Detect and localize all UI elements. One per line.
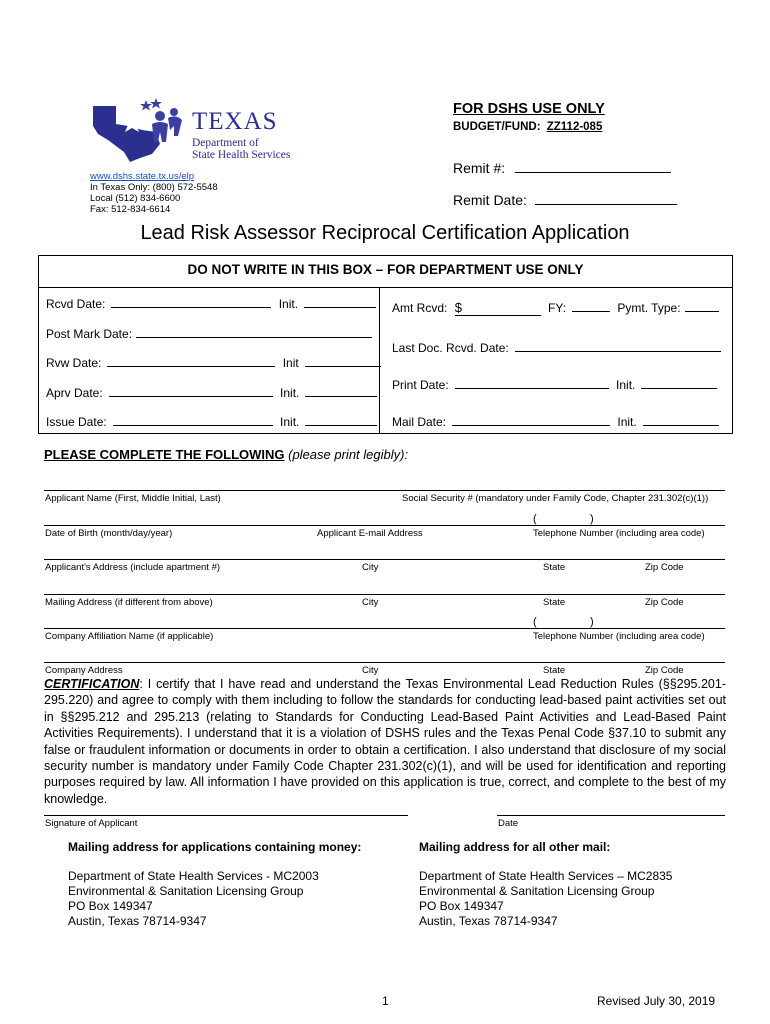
- texas-only-phone: In Texas Only: (800) 572-5548: [90, 182, 218, 193]
- dollar-sign: $: [454, 300, 462, 315]
- mailing-money-line4: Austin, Texas 78714-9347: [68, 914, 207, 928]
- last-doc-rcvd-field[interactable]: [392, 341, 721, 355]
- dshs-use-only-heading: FOR DSHS USE ONLY: [453, 101, 605, 117]
- rcvd-date-label: Rcvd Date:: [46, 297, 106, 311]
- mailing-other-block: [419, 840, 672, 929]
- ssn-label: Social Security # (mandatory under Family Code, Chapter 231.302(c)(1)): [402, 493, 709, 504]
- budget-label: BUDGET/FUND:: [453, 121, 541, 133]
- company-address-label: Company Address: [45, 665, 123, 676]
- texas-map-icon: [90, 96, 190, 164]
- mailing-money-line2: Environmental & Sanitation Licensing Group: [68, 884, 304, 898]
- zip-label-2: Zip Code: [645, 597, 684, 608]
- page-number: 1: [382, 994, 389, 1008]
- company-phone-label: Telephone Number (including area code): [533, 631, 705, 642]
- city-label-2: City: [362, 597, 379, 608]
- logo-texas: TEXAS: [192, 108, 278, 135]
- complete-heading: [44, 447, 408, 462]
- mailing-other-line1: Department of State Health Services – MC2835: [419, 869, 673, 883]
- mailing-other-line2: Environmental & Sanitation Licensing Group: [419, 884, 655, 898]
- remit-number-label: Remit #:: [453, 160, 506, 176]
- local-phone: Local (512) 834-6600: [90, 193, 181, 204]
- phone-paren-open-1: (: [533, 513, 537, 525]
- date-label: Date: [498, 818, 519, 829]
- issue-date-label: Issue Date:: [46, 415, 107, 429]
- aprv-init-label: Init.: [280, 386, 300, 400]
- applicant-name-line[interactable]: [44, 490, 725, 491]
- remit-date-field[interactable]: [453, 192, 677, 208]
- last-doc-rcvd-label: Last Doc. Rcvd. Date:: [392, 341, 509, 355]
- company-address-line[interactable]: [44, 662, 725, 663]
- state-label-1: State: [543, 562, 566, 573]
- department-box-heading: DO NOT WRITE IN THIS BOX – FOR DEPARTMENT USE ONLY: [187, 262, 584, 277]
- fy-label: FY:: [548, 301, 567, 315]
- certification-text: : I certify that I have read and understand the Texas Environmental Lead Reduction Rules (§§295.201-295.220) and agree to comply with them including to follow the standards for conducting lead-based paint activities set out in §§295.212 and 295.213 (relating to Standards for Conducting Lead-Based Paint Activities and Lead-Based Paint Activities Requirements). I understand that it is a violation of DSHS rules and the Texas Penal Code §37.10 to submit any false or fraudulent information or documents in order to obtain a certification. I also understand that disclosure of my social security number is mandatory under Family Code Chapter 231.302(c)(1), and will be used for identification and reporting purposes required by law. All information I have provided on this application is true, correct, and complete to the best of my knowledge.: [44, 677, 726, 806]
- phone-paren-open-2: (: [533, 616, 537, 628]
- mailing-address-line[interactable]: [44, 594, 725, 595]
- revised-date: Revised July 30, 2019: [597, 994, 716, 1008]
- pymt-type-label: Pymt. Type:: [617, 301, 681, 315]
- print-date-label: Print Date:: [392, 378, 449, 392]
- email-label: Applicant E-mail Address: [317, 528, 423, 539]
- phone-paren-close-1: ): [590, 513, 594, 525]
- mail-date-field[interactable]: [392, 415, 719, 429]
- mailing-other-line4: Austin, Texas 78714-9347: [419, 914, 558, 928]
- mailing-address-label: Mailing Address (if different from above): [45, 597, 213, 608]
- state-label-3: State: [543, 665, 566, 676]
- aprv-date-field[interactable]: [46, 386, 377, 400]
- certification-label: CERTIFICATION: [44, 677, 140, 691]
- page-title: Lead Risk Assessor Reciprocal Certification Application: [140, 222, 630, 244]
- remit-date-label: Remit Date:: [453, 192, 527, 208]
- zip-label-3: Zip Code: [645, 665, 684, 676]
- mail-init-label: Init.: [617, 415, 637, 429]
- date-line[interactable]: [497, 815, 725, 816]
- post-mark-date-field[interactable]: [46, 327, 372, 341]
- zip-label-1: Zip Code: [645, 562, 684, 573]
- rvw-init-label: Init: [282, 356, 299, 370]
- rvw-date-label: Rvw Date:: [46, 356, 102, 370]
- applicant-address-label: Applicant's Address (include apartment #): [45, 562, 221, 573]
- amt-rcvd-label: Amt Rcvd:: [392, 301, 448, 315]
- signature-line[interactable]: [44, 815, 408, 816]
- print-init-label: Init.: [616, 378, 636, 392]
- post-mark-date-label: Post Mark Date:: [46, 327, 133, 341]
- dob-email-phone-line[interactable]: [44, 525, 725, 526]
- dob-label: Date of Birth (month/day/year): [45, 528, 173, 539]
- rvw-date-field[interactable]: [46, 356, 381, 370]
- rcvd-date-field[interactable]: [46, 297, 376, 311]
- dshs-logo: [90, 96, 320, 164]
- complete-heading-note: (please print legibly):: [288, 447, 409, 462]
- fax-number: Fax: 512-834-6614: [90, 204, 171, 215]
- mailing-money-block: [68, 840, 361, 929]
- issue-date-field[interactable]: [46, 415, 377, 429]
- issue-init-label: Init.: [280, 415, 300, 429]
- mailing-money-line3: PO Box 149347: [68, 899, 153, 913]
- mail-date-label: Mail Date:: [392, 415, 447, 429]
- certification-paragraph: [44, 676, 726, 807]
- mailing-other-heading: Mailing address for all other mail:: [419, 840, 611, 854]
- complete-heading-label: PLEASE COMPLETE THE FOLLOWING: [44, 447, 285, 462]
- aprv-date-label: Aprv Date:: [46, 386, 103, 400]
- state-label-2: State: [543, 597, 566, 608]
- city-label-1: City: [362, 562, 379, 573]
- applicant-name-label: Applicant Name (First, Middle Initial, Last): [45, 493, 221, 504]
- logo-department: Department of: [192, 137, 259, 149]
- city-label-3: City: [362, 665, 379, 676]
- remit-number-field[interactable]: [453, 160, 671, 176]
- amt-rcvd-field[interactable]: [392, 300, 719, 316]
- signature-label: Signature of Applicant: [45, 818, 138, 829]
- rcvd-init-label: Init.: [278, 297, 299, 311]
- budget-fund: [453, 121, 602, 133]
- applicant-address-line[interactable]: [44, 559, 725, 560]
- phone-label: Telephone Number (including area code): [533, 528, 705, 539]
- company-affiliation-line[interactable]: [44, 628, 725, 629]
- budget-value: ZZ112-085: [546, 121, 603, 133]
- mailing-money-heading: Mailing address for applications containing money:: [68, 840, 362, 854]
- print-date-field[interactable]: [392, 378, 717, 392]
- website-link[interactable]: www.dshs.state.tx.us/elp: [90, 171, 195, 182]
- mailing-money-line1: Department of State Health Services - MC2003: [68, 869, 319, 883]
- company-affiliation-label: Company Affiliation Name (if applicable): [45, 631, 214, 642]
- phone-paren-close-2: ): [590, 616, 594, 628]
- mailing-other-line3: PO Box 149347: [419, 899, 504, 913]
- logo-agency: State Health Services: [192, 149, 291, 161]
